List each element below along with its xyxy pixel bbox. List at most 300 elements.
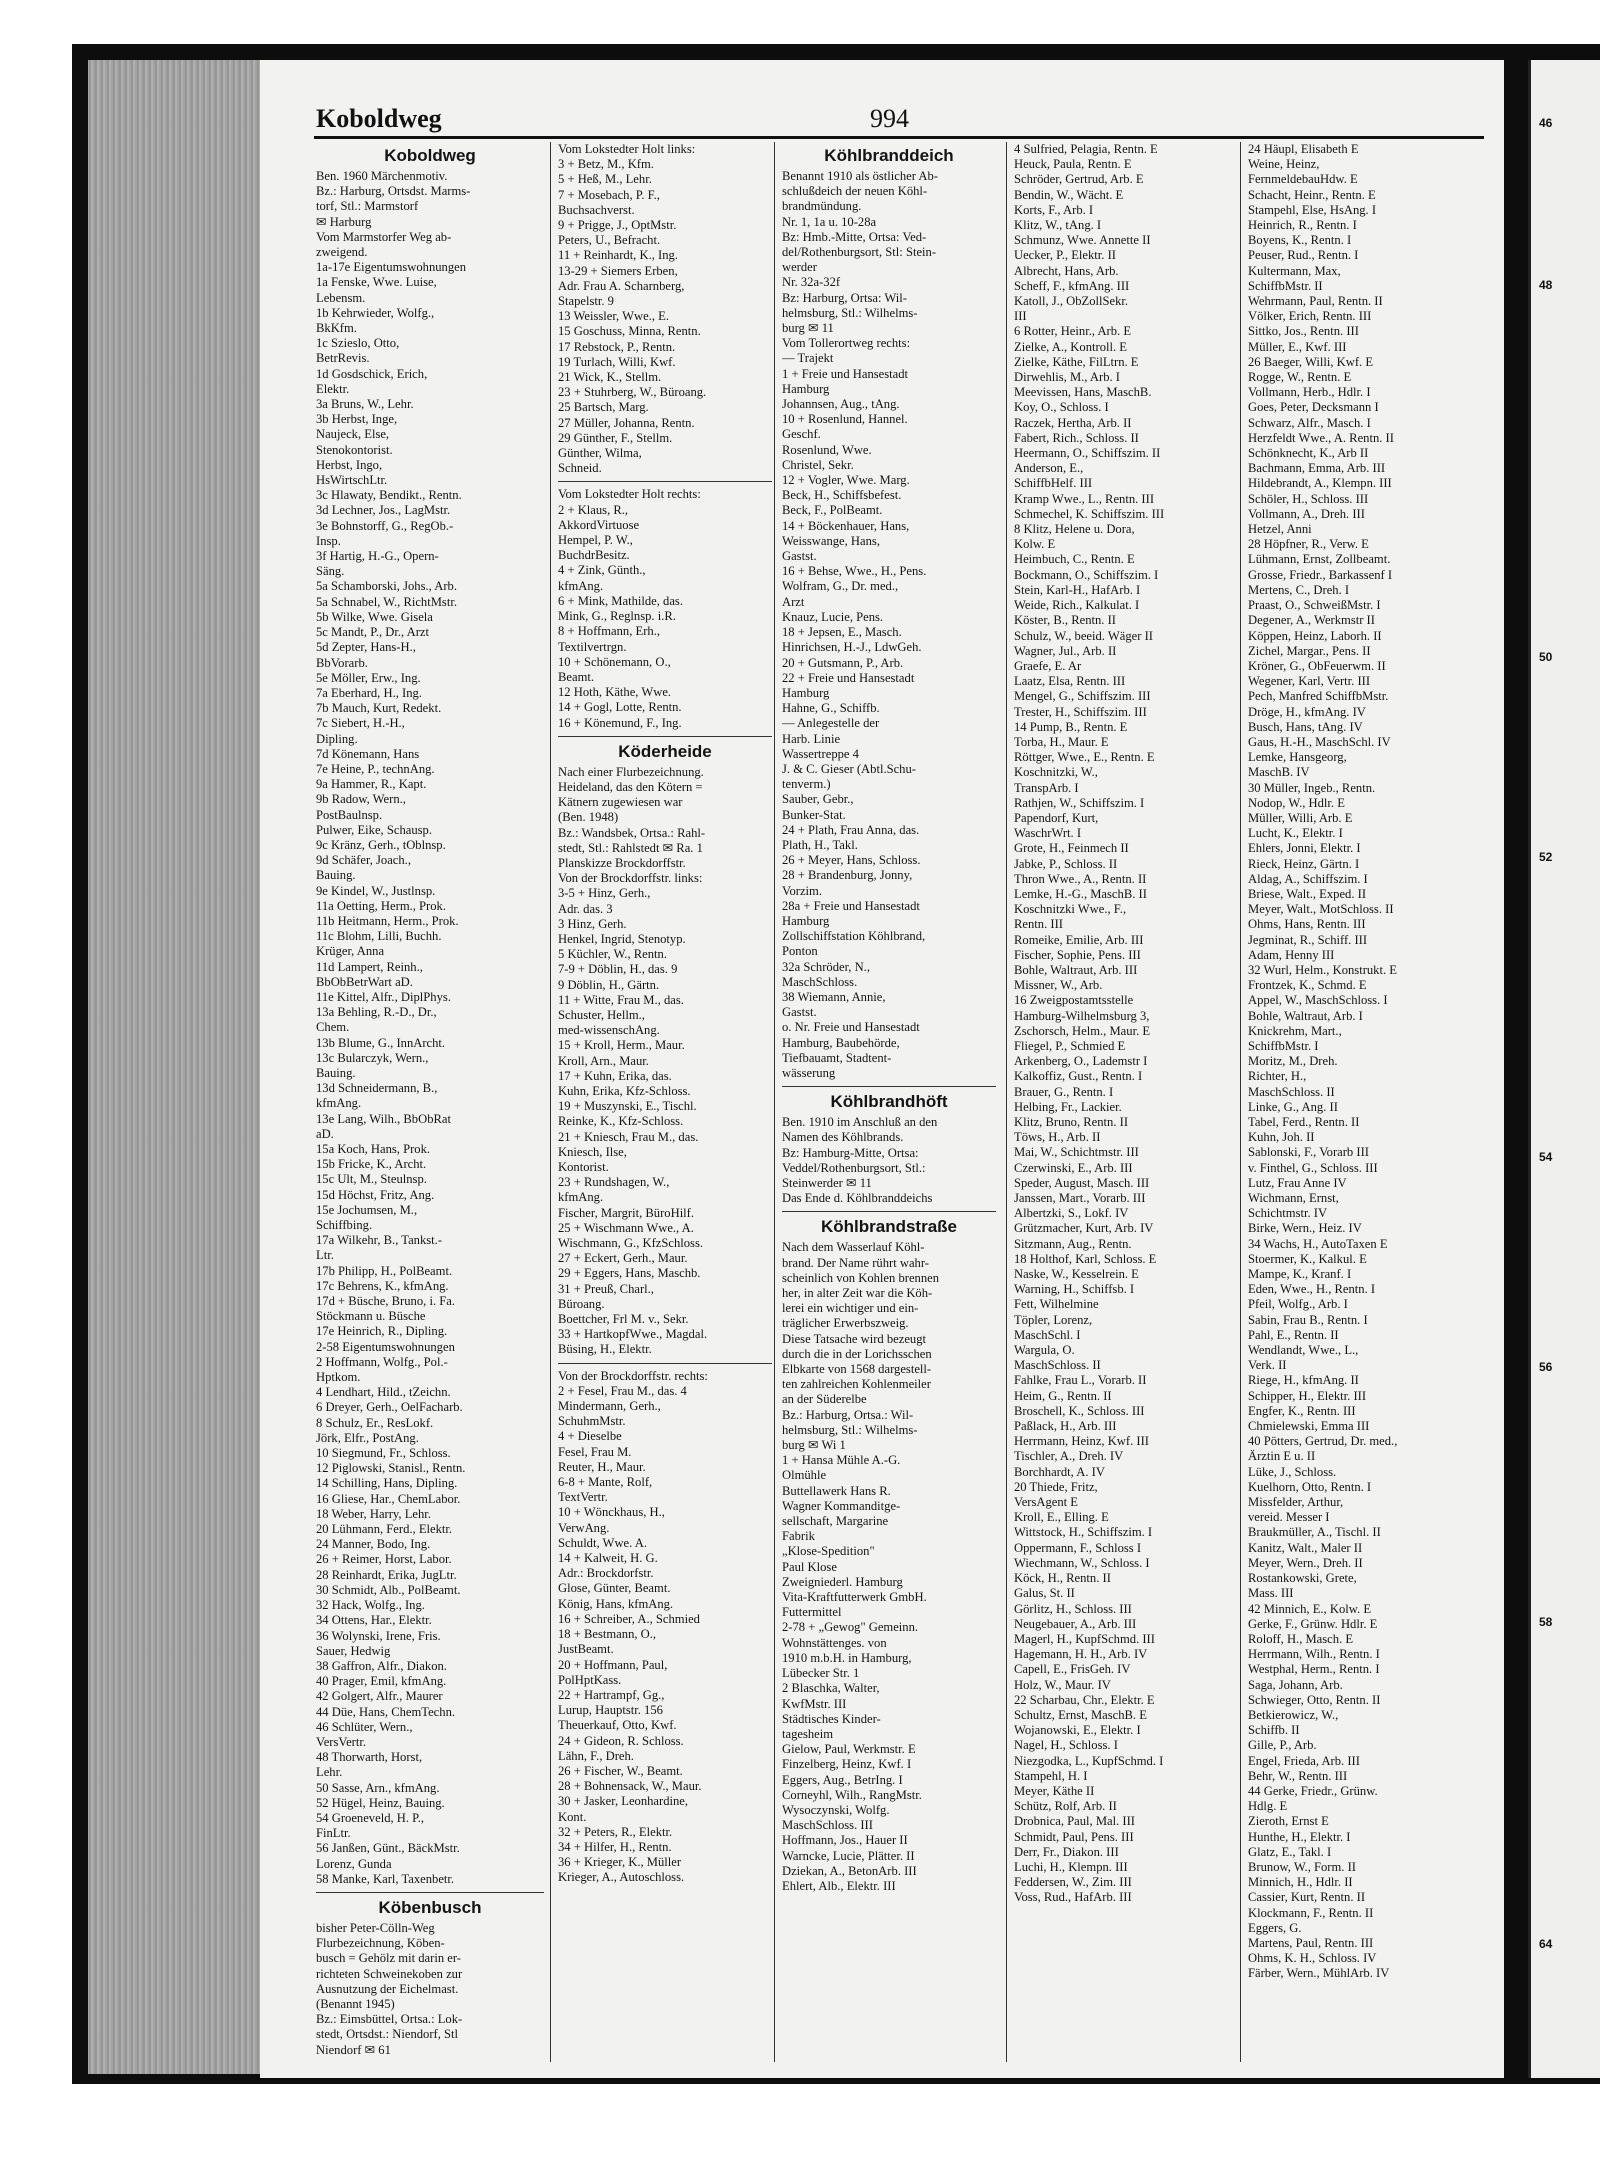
section-rule — [316, 1892, 544, 1893]
directory-entry: Feddersen, W., Zim. III — [1014, 1875, 1132, 1890]
directory-entry: Vom Tollerortweg rechts: — [782, 336, 911, 351]
directory-entry: kfmAng. — [558, 1190, 604, 1205]
directory-entry: 2 + Klaus, R., — [558, 502, 629, 517]
directory-entry: Kalkoffiz, Gust., Rentn. I — [1014, 1069, 1143, 1084]
directory-entry: 24 + Plath, Frau Anna, das. — [782, 822, 920, 837]
street-heading: Köhlbrandstraße — [820, 1217, 958, 1237]
directory-entry: Glose, Günter, Beamt. — [558, 1581, 671, 1596]
directory-entry: WaschrWrt. I — [1014, 826, 1082, 841]
directory-entry: Peters, U., Befracht. — [558, 233, 661, 248]
directory-entry: Helbing, Fr., Lackier. — [1014, 1099, 1122, 1114]
directory-entry: Jörk, Elfr., PostAng. — [316, 1430, 419, 1445]
directory-entry: Koschnitzki, W., — [1014, 765, 1098, 780]
directory-entry: 9 Döblin, H., Gärtn. — [558, 977, 660, 992]
directory-entry: Neugebauer, A., Arb. III — [1014, 1616, 1137, 1631]
directory-entry: Degener, A., Werkmstr II — [1248, 613, 1375, 628]
directory-entry: Schwarz, Alfr., Masch. I — [1248, 415, 1371, 430]
adjacent-house-number: 50 — [1539, 650, 1553, 664]
directory-entry: Zschorsch, Helm., Maur. E — [1014, 1023, 1151, 1038]
directory-entry: 7-9 + Döblin, H., das. 9 — [558, 962, 678, 977]
directory-entry: Mengel, G., Schiffszim. III — [1014, 689, 1151, 704]
directory-entry: Planskizze Brockdorffstr. — [558, 855, 686, 870]
directory-entry: Roloff, H., Masch. E — [1248, 1631, 1354, 1646]
directory-entry: SchiffbHelf. III — [1014, 476, 1093, 491]
directory-entry: Broschell, K., Schloss. III — [1014, 1403, 1145, 1418]
directory-entry: Lübecker Str. 1 — [782, 1666, 860, 1681]
directory-entry: 9a Hammer, R., Kapt. — [316, 777, 427, 792]
directory-entry: 25 + Wischmann Wwe., A. — [558, 1220, 694, 1235]
directory-entry: Borchhardt, A. IV — [1014, 1464, 1105, 1479]
directory-entry: 12 Hoth, Käthe, Wwe. — [558, 685, 672, 700]
directory-entry: Boettcher, Frl M. v., Sekr. — [558, 1312, 689, 1327]
directory-entry: Heinrich, R., Rentn. I — [1248, 218, 1357, 233]
directory-entry: Diese Tatsache wird bezeugt — [782, 1331, 927, 1346]
directory-entry: Rieck, Heinz, Gärtn. I — [1248, 856, 1360, 871]
directory-entry: 5a Schnabel, W., RichtMstr. — [316, 594, 457, 609]
directory-entry: 26 + Meyer, Hans, Schloss. — [782, 853, 921, 868]
directory-entry: Bz.: Eimsbüttel, Ortsa.: Lok- — [316, 2012, 463, 2027]
directory-entry: Nr. 32a-32f — [782, 275, 841, 290]
directory-entry: Glatz, E., Takl. I — [1248, 1844, 1332, 1859]
directory-entry: Magerl, H., KupfSchmd. III — [1014, 1631, 1155, 1646]
directory-entry: Gastst. — [782, 1005, 817, 1020]
directory-entry: 1b Kehrwieder, Wolfg., — [316, 305, 435, 320]
directory-entry: Martens, Paul, Rentn. III — [1248, 1935, 1374, 1950]
page-number: 994 — [870, 104, 909, 133]
directory-entry: Jegminat, R., Schiff. III — [1248, 932, 1368, 947]
directory-entry: Kanitz, Walt., Maler II — [1248, 1540, 1363, 1555]
directory-entry: AkkordVirtuose — [558, 517, 640, 532]
adjacent-house-number: 64 — [1539, 1937, 1553, 1951]
directory-entry: 13-29 + Siemers Erben, — [558, 263, 678, 278]
directory-entry: Lemke, H.-G., MaschB. II — [1014, 886, 1147, 901]
directory-entry: 6-8 + Mante, Rolf, — [558, 1475, 653, 1490]
directory-entry: Schmunz, Wwe. Annette II — [1014, 233, 1151, 248]
directory-entry: Schönknecht, K., Arb II — [1248, 446, 1369, 461]
directory-entry: Mampe, K., Kranf. I — [1248, 1267, 1352, 1282]
directory-entry: 17a Wilkehr, B., Tankst.- — [316, 1233, 443, 1248]
directory-entry: Vom Marmstorfer Weg ab- — [316, 229, 452, 244]
directory-entry: III — [1014, 309, 1027, 324]
directory-entry: SchiffbMstr. II — [1248, 278, 1323, 293]
directory-entry: Minnich, H., Hdlr. II — [1248, 1875, 1353, 1890]
directory-entry: Appel, W., MaschSchloss. I — [1248, 993, 1388, 1008]
directory-entry: Kroll, Arn., Maur. — [558, 1053, 649, 1068]
directory-entry: Chem. — [316, 1020, 350, 1035]
directory-entry: 14 + Gogl, Lotte, Rentn. — [558, 700, 682, 715]
directory-entry: Krieger, A., Autoschloss. — [558, 1870, 685, 1885]
directory-entry: 8 Klitz, Helene u. Dora, — [1014, 522, 1135, 537]
directory-entry: Ehlert, Alb., Elektr. III — [782, 1878, 896, 1893]
directory-entry: 34 Ottens, Har., Elektr. — [316, 1613, 432, 1628]
street-heading: Köderheide — [618, 741, 712, 761]
directory-entry: Bz: Hamburg-Mitte, Ortsa: — [782, 1145, 919, 1160]
directory-entry: 26 + Reimer, Horst, Labor. — [316, 1552, 452, 1567]
directory-entry: Weine, Heinz, — [1248, 157, 1320, 172]
directory-entry: 11b Heitmann, Herm., Prok. — [316, 913, 459, 928]
directory-entry: 6 Dreyer, Gerh., OelFacharb. — [316, 1400, 463, 1415]
directory-entry: Bz.: Harburg, Ortsa.: Wil- — [782, 1407, 914, 1422]
directory-entry: 29 + Eggers, Hans, Maschb. — [558, 1266, 701, 1281]
directory-entry: Sablonski, F., Vorarb III — [1248, 1145, 1369, 1160]
directory-entry: 13c Bularczyk, Wern., — [316, 1050, 429, 1065]
directory-entry: 11a Oetting, Herm., Prok. — [316, 898, 446, 913]
directory-entry: 4 Sulfried, Pelagia, Rentn. E — [1014, 142, 1158, 156]
directory-entry: Bz: Hmb.-Mitte, Ortsa: Ved- — [782, 229, 927, 244]
directory-entry: Fischer, Margrit, BüroHilf. — [558, 1205, 695, 1220]
directory-entry: 30 Schmidt, Alb., PolBeamt. — [316, 1582, 461, 1597]
directory-entry: Kuelhorn, Otto, Rentn. I — [1248, 1479, 1372, 1494]
directory-entry: Fabrik — [782, 1529, 815, 1544]
directory-entry: Fesel, Frau M. — [558, 1444, 632, 1459]
directory-entry: 33 + HartkopfWwe., Magdal. — [558, 1327, 708, 1342]
directory-entry: ✉ Harburg — [316, 214, 372, 229]
directory-entry: Schöler, H., Schloss. III — [1248, 491, 1369, 506]
directory-entry: Vollmann, Herb., Hdlr. I — [1248, 385, 1371, 400]
directory-entry: kfmAng. — [558, 578, 604, 593]
directory-entry: 20 + Gutsmann, P., Arb. — [782, 655, 904, 670]
directory-entry: 10 + Wönckhaus, H., — [558, 1505, 665, 1520]
directory-entry: 19 + Muszynski, E., Tischl. — [558, 1099, 697, 1114]
directory-entry: Säng. — [316, 564, 345, 579]
directory-entry: 34 + Hilfer, H., Rentn. — [558, 1839, 672, 1854]
directory-entry: Schuldt, Wwe. A. — [558, 1535, 647, 1550]
directory-entry: Lorenz, Gunda — [316, 1856, 392, 1871]
directory-entry: Klitz, W., tAng. I — [1014, 218, 1102, 233]
directory-entry: Stapelstr. 9 — [558, 294, 614, 309]
directory-entry: 18 Weber, Harry, Lehr. — [316, 1506, 431, 1521]
directory-entry: 20 Thiede, Fritz, — [1014, 1479, 1098, 1494]
directory-entry: 18 + Jepsen, E., Masch. — [782, 625, 902, 640]
directory-entry: Behr, W., Rentn. III — [1248, 1768, 1348, 1783]
directory-entry: 9c Kränz, Gerh., tOblnsp. — [316, 837, 446, 852]
directory-entry: Das Ende d. Köhlbranddeichs — [782, 1191, 933, 1206]
directory-entry: tagesheim — [782, 1726, 834, 1741]
directory-entry: MaschB. IV — [1248, 765, 1310, 780]
directory-entry: Ben. 1910 im Anschluß an den — [782, 1115, 938, 1130]
directory-entry: 3 Hinz, Gerh. — [558, 916, 627, 931]
directory-entry: Vom Lokstedter Holt links: — [558, 142, 696, 156]
directory-entry: 26 + Fischer, W., Beamt. — [558, 1763, 683, 1778]
directory-entry: Cassier, Kurt, Rentn. II — [1248, 1890, 1366, 1905]
directory-entry: 21 + Kniesch, Frau M., das. — [558, 1129, 699, 1144]
directory-entry: 56 Janßen, Günt., BäckMstr. — [316, 1841, 460, 1856]
directory-entry: 15 Goschuss, Minna, Rentn. — [558, 324, 701, 339]
directory-entry: 48 Thorwarth, Horst, — [316, 1750, 423, 1765]
directory-entry: Paul Klose — [782, 1559, 837, 1574]
directory-entry: Arkenberg, O., Lademstr I — [1014, 1054, 1148, 1069]
directory-entry: Beck, H., Schiffsbefest. — [782, 488, 902, 503]
directory-entry: Grote, H., Feinmech II — [1014, 841, 1129, 856]
directory-entry: Klockmann, F., Rentn. II — [1248, 1905, 1374, 1920]
directory-entry: Tabel, Ferd., Rentn. II — [1248, 1115, 1360, 1129]
directory-entry: 22 + Hartrampf, Gg., — [558, 1687, 665, 1702]
directory-entry: Herrmann, Heinz, Kwf. III — [1014, 1434, 1149, 1449]
directory-entry: Thron Wwe., A., Rentn. II — [1014, 871, 1147, 886]
directory-entry: Büsing, H., Elektr. — [558, 1342, 652, 1357]
directory-entry: 12 + Vogler, Wwe. Marg. — [782, 473, 910, 488]
directory-entry: 32 Hack, Wolfg., Ing. — [316, 1598, 425, 1613]
directory-entry: JustBeamt. — [558, 1642, 614, 1657]
directory-entry: Heuck, Paula, Rentn. E — [1014, 157, 1132, 172]
directory-entry: 31 + Preuß, Charl., — [558, 1281, 654, 1296]
directory-entry: Fischer, Sophie, Pens. III — [1014, 947, 1141, 962]
directory-entry: 9d Schäfer, Joach., — [316, 853, 411, 868]
directory-entry: 7d Könemann, Hans — [316, 746, 420, 761]
directory-entry: 5b Wilke, Wwe. Gisela — [316, 609, 433, 624]
directory-entry: brand. Der Name rührt wahr- — [782, 1255, 929, 1270]
adjacent-house-number: 46 — [1539, 116, 1553, 130]
directory-entry: 46 Schlüter, Wern., — [316, 1719, 413, 1734]
directory-entry: Herzfeldt Wwe., A. Rentn. II — [1248, 430, 1394, 445]
directory-entry: Adr. Frau A. Scharnberg, — [558, 278, 685, 293]
directory-entry: Stein, Karl-H., HafArb. I — [1014, 582, 1141, 597]
directory-entry: Kroll, E., Elling. E — [1014, 1510, 1109, 1525]
directory-entry: Gaus, H.-H., MaschSchl. IV — [1248, 734, 1391, 749]
directory-entry: Ehlers, Jonni, Elektr. I — [1248, 841, 1361, 856]
directory-entry: an der Süderelbe — [782, 1392, 867, 1407]
directory-entry: Buchsachverst. — [558, 202, 635, 217]
directory-entry: Büroang. — [558, 1296, 605, 1311]
directory-entry: Dröge, H., kfmAng. IV — [1248, 704, 1366, 719]
section-rule — [782, 1211, 996, 1212]
directory-entry: 40 Prager, Emil, kfmAng. — [316, 1674, 447, 1689]
directory-entry: BbVorarb. — [316, 655, 368, 670]
directory-entry: KwfMstr. III — [782, 1696, 847, 1711]
directory-entry: Zieroth, Ernst E — [1248, 1814, 1329, 1829]
directory-entry: 11c Blohm, Lilli, Buchh. — [316, 929, 442, 944]
directory-entry: 27 + Eckert, Gerh., Maur. — [558, 1251, 688, 1266]
directory-entry: Vita-Kraftfutterwerk GmbH. — [782, 1590, 927, 1605]
directory-entry: Wittstock, H., Schiffszim. I — [1014, 1525, 1153, 1540]
directory-entry: Kontorist. — [558, 1160, 609, 1174]
directory-entry: Steinwerder ✉ 11 — [782, 1176, 872, 1190]
directory-entry: Hunthe, H., Elektr. I — [1248, 1829, 1351, 1844]
directory-entry: Stampehl, Else, HsAng. I — [1248, 202, 1377, 217]
directory-entry: Warning, H., Schiffsb. I — [1014, 1282, 1135, 1297]
directory-entry: 29 Günther, F., Stellm. — [558, 430, 673, 445]
directory-entry: Futtermittel — [782, 1605, 842, 1620]
directory-entry: 5c Mandt, P., Dr., Arzt — [316, 625, 429, 640]
directory-entry: Bz: Harburg, Ortsa: Wil- — [782, 290, 907, 305]
directory-entry: 11 + Witte, Frau M., das. — [558, 992, 684, 1007]
directory-entry: Fett, Wilhelmine — [1014, 1297, 1099, 1312]
directory-entry: 8 Schulz, Er., ResLokf. — [316, 1415, 434, 1430]
directory-entry: Finzelberg, Heinz, Kwf. I — [782, 1757, 912, 1772]
directory-entry: Schröder, Gertrud, Arb. E — [1014, 172, 1144, 187]
directory-entry: 11 + Reinhardt, K., Ing. — [558, 248, 678, 263]
directory-entry: 7 + Mosebach, P. F., — [558, 187, 660, 202]
directory-entry: Chmielewski, Emma III — [1248, 1419, 1370, 1434]
adjacent-house-number: 54 — [1539, 1150, 1553, 1164]
directory-entry: Hdlg. E — [1248, 1799, 1288, 1814]
directory-entry: Wohnstättenges. von — [782, 1635, 887, 1650]
directory-entry: Mass. III — [1248, 1586, 1294, 1601]
directory-entry: Ltr. — [316, 1248, 334, 1263]
directory-entry: Reuter, H., Maur. — [558, 1459, 646, 1474]
directory-entry: PolHptKass. — [558, 1672, 622, 1687]
directory-entry: TextVertr. — [558, 1490, 608, 1505]
directory-entry: 23 + Rundshagen, W., — [558, 1175, 670, 1190]
directory-entry: 1c Szieslo, Otto, — [316, 336, 400, 351]
directory-entry: Papendorf, Kurt, — [1014, 810, 1099, 825]
directory-entry: MaschSchl. I — [1014, 1327, 1081, 1342]
directory-entry: 38 Wiemann, Annie, — [782, 989, 886, 1004]
directory-entry: Görlitz, H., Schloss. III — [1014, 1601, 1132, 1616]
directory-entry: burg ✉ Wi 1 — [782, 1438, 846, 1453]
directory-entry: Benannt 1910 als östlicher Ab- — [782, 169, 938, 183]
directory-entry: ten zahlreichen Kohlenmeiler — [782, 1377, 931, 1392]
directory-entry: Mai, W., Schichtmstr. III — [1014, 1145, 1139, 1160]
directory-entry: 7c Siebert, H.-H., — [316, 716, 405, 731]
directory-entry: busch = Gehölz mit darin er- — [316, 1951, 461, 1966]
directory-entry: Stoermer, K., Kalkul. E — [1248, 1251, 1367, 1266]
directory-entry: Goes, Peter, Decksmann I — [1248, 400, 1379, 415]
directory-entry: SchiffbMstr. I — [1248, 1038, 1319, 1053]
directory-entry: Frontzek, K., Schmd. E — [1248, 978, 1367, 993]
directory-entry: Schacht, Heinr., Rentn. E — [1248, 187, 1376, 202]
directory-entry: Zollschiffstation Köhlbrand, — [782, 929, 926, 944]
directory-entry: Köster, B., Rentn. II — [1014, 613, 1116, 628]
directory-entry: 40 Pötters, Gertrud, Dr. med., — [1248, 1434, 1398, 1449]
directory-entry: 32a Schröder, N., — [782, 959, 870, 974]
directory-entry: 14 Pump, B., Rentn. E — [1014, 719, 1128, 734]
directory-entry: Kultermann, Max, — [1248, 263, 1341, 278]
directory-entry: 4 + Dieselbe — [558, 1429, 622, 1444]
directory-entry: Kont. — [558, 1809, 587, 1824]
directory-entry: 17b Philipp, H., PolBeamt. — [316, 1263, 453, 1278]
directory-entry: MaschSchloss. II — [1014, 1358, 1101, 1373]
directory-entry: Hamburg — [782, 913, 830, 928]
page-stack-edge — [88, 60, 260, 2074]
directory-entry: Lutz, Frau Anne IV — [1248, 1175, 1347, 1190]
directory-entry: Jabke, P., Schloss. II — [1014, 856, 1118, 871]
directory-entry: Ausnutzung der Eichelmast. — [316, 1981, 459, 1996]
directory-entry: Brunow, W., Form. II — [1248, 1859, 1356, 1874]
street-heading: Köbenbusch — [378, 1897, 482, 1917]
directory-entry: o. Nr. Freie und Hansestadt — [782, 1020, 920, 1035]
directory-entry: Ohms, Hans, Rentn. III — [1248, 917, 1366, 932]
directory-entry: 6 + Mink, Mathilde, das. — [558, 593, 683, 608]
directory-entry: Missfelder, Arthur, — [1248, 1495, 1344, 1510]
directory-entry: Krüger, Anna — [316, 944, 385, 959]
directory-entry: Lühmann, Ernst, Zollbeamt. — [1248, 552, 1391, 567]
directory-entry: Meyer, Käthe II — [1014, 1783, 1095, 1798]
directory-entry: Schichtmstr. IV — [1248, 1206, 1328, 1221]
directory-entry: Boyens, K., Rentn. I — [1248, 233, 1352, 248]
directory-entry: Christel, Sekr. — [782, 457, 854, 472]
directory-entry: TranspArb. I — [1014, 780, 1079, 795]
directory-entry: „Klose-Spedition" — [782, 1544, 875, 1559]
directory-entry: Wysoczynski, Wolfg. — [782, 1802, 890, 1817]
directory-entry: 50 Sasse, Arn., kfmAng. — [316, 1780, 440, 1795]
directory-entry: 9b Radow, Wern., — [316, 792, 406, 807]
directory-entry: 16 + Schreiber, A., Schmied — [558, 1611, 700, 1626]
directory-entry: Bohle, Waltraut, Arb. I — [1248, 1008, 1363, 1023]
directory-entry: Kolw. E — [1014, 537, 1056, 552]
directory-entry: 3b Herbst, Inge, — [316, 412, 398, 427]
directory-entry: Kniesch, Ilse, — [558, 1144, 627, 1159]
directory-entry: Adr.: Brockdorfstr. — [558, 1566, 654, 1581]
directory-entry: Hamburg — [782, 381, 830, 396]
directory-entry: Wischmann, G., KfzSchloss. — [558, 1236, 704, 1251]
directory-entry: Wagner, Jul., Arb. II — [1014, 643, 1117, 658]
directory-entry: Theuerkauf, Otto, Kwf. — [558, 1718, 677, 1733]
directory-entry: 7e Heine, P., technAng. — [316, 761, 435, 776]
directory-entry: 1 + Freie und Hansestadt — [782, 366, 909, 381]
directory-entry: Trester, H., Schiffszim. III — [1014, 704, 1147, 719]
directory-entry: Mertens, C., Dreh. I — [1248, 582, 1350, 597]
directory-entry: 24 Manner, Bodo, Ing. — [316, 1537, 431, 1552]
directory-entry: Betkierowicz, W., — [1248, 1707, 1339, 1722]
directory-entry: Schwieger, Otto, Rentn. II — [1248, 1692, 1381, 1707]
directory-entry: 28 Höpfner, R., Verw. E — [1248, 537, 1369, 552]
directory-entry: Beck, F., PolBeamt. — [782, 503, 883, 518]
directory-entry: Bauing. — [316, 868, 356, 883]
section-rule — [558, 736, 772, 737]
directory-entry: Albertzki, S., Lokf. IV — [1014, 1206, 1129, 1221]
directory-entry: Wargula, O. — [1014, 1343, 1075, 1358]
directory-entry: Verk. II — [1248, 1358, 1287, 1373]
directory-entry: Henkel, Ingrid, Stenotyp. — [558, 931, 686, 946]
directory-entry: 1a Fenske, Wwe. Luise, — [316, 275, 437, 290]
directory-entry: 17 Rebstock, P., Rentn. — [558, 339, 676, 354]
directory-entry: Derr, Fr., Diakon. III — [1014, 1844, 1119, 1859]
directory-entry: 3c Hlawaty, Bendikt., Rentn. — [316, 488, 462, 503]
directory-entry: 14 + Kalweit, H. G. — [558, 1551, 658, 1566]
directory-entry: VersVertr. — [316, 1734, 367, 1749]
directory-entry: Müller, E., Kwf. III — [1248, 339, 1347, 354]
directory-entry: Herbst, Ingo, — [316, 457, 383, 472]
directory-entry: Bachmann, Emma, Arb. III — [1248, 461, 1386, 476]
directory-entry: 14 Schilling, Hans, Dipling. — [316, 1476, 458, 1491]
directory-entry: Vom Lokstedter Holt rechts: — [558, 487, 701, 502]
directory-entry: 8 + Hoffmann, Erh., — [558, 624, 661, 639]
directory-entry: (Benannt 1945) — [316, 1996, 395, 2011]
directory-entry: 6 Rotter, Heinr., Arb. E — [1014, 324, 1132, 339]
directory-entry: Schiffb. II — [1248, 1723, 1300, 1738]
directory-entry: 14 + Böckenhauer, Hans, — [782, 518, 910, 533]
directory-entry: Wassertreppe 4 — [782, 746, 859, 761]
directory-entry: Westphal, Herm., Rentn. I — [1248, 1662, 1380, 1677]
directory-entry: Meyer, Wern., Dreh. II — [1248, 1555, 1363, 1570]
directory-entry: MaschSchloss. II — [1248, 1084, 1335, 1099]
directory-entry: 20 + Hoffmann, Paul, — [558, 1657, 668, 1672]
directory-entry: lerei ein wichtiger und ein- — [782, 1301, 919, 1316]
directory-entry: Gille, P., Arb. — [1248, 1738, 1317, 1753]
directory-entry: schlußdeich der neuen Köhl- — [782, 184, 928, 199]
directory-entry: Zielke, Käthe, FilLtrn. E — [1014, 354, 1139, 369]
directory-entry: 15 + Kroll, Herm., Maur. — [558, 1038, 685, 1053]
directory-entry: Hinrichsen, H.-J., LdwGeh. — [782, 640, 922, 655]
directory-entry: Reinke, K., Kfz-Schloss. — [558, 1114, 684, 1129]
directory-entry: (Ben. 1948) — [558, 810, 619, 825]
directory-entry: werder — [782, 260, 817, 275]
directory-entry: Hetzel, Anni — [1248, 522, 1312, 537]
directory-entry: Heim, G., Rentn. II — [1014, 1388, 1112, 1403]
directory-entry: 11e Kittel, Alfr., DiplPhys. — [316, 989, 451, 1004]
directory-entry: 28 Reinhardt, Erika, JugLtr. — [316, 1567, 457, 1582]
directory-entry: Stöckmann u. Büsche — [316, 1309, 426, 1324]
directory-entry: BuchdrBesitz. — [558, 548, 630, 563]
column-4 — [1014, 142, 1228, 1906]
directory-entry: 16 Gliese, Har., ChemLabor. — [316, 1491, 461, 1506]
directory-entry: Engfer, K., Rentn. III — [1248, 1403, 1356, 1418]
directory-entry: Sabin, Frau B., Rentn. I — [1248, 1312, 1368, 1327]
directory-entry: 58 Manke, Karl, Taxenbetr. — [316, 1871, 455, 1886]
directory-entry: träglicher Erwerbszweig. — [782, 1316, 909, 1331]
directory-entry: 10 + Schönemann, O., — [558, 654, 671, 669]
